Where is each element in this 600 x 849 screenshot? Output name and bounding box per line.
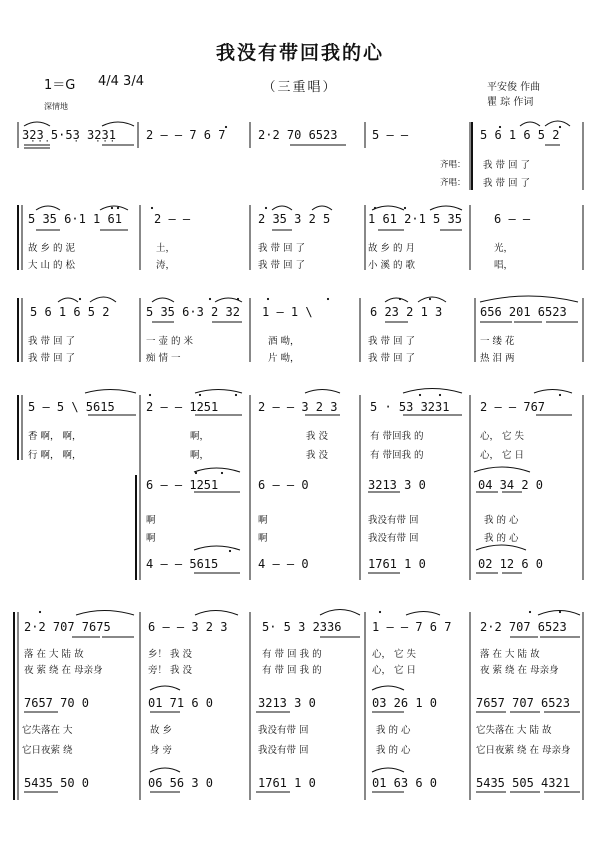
row5-middle-lyric-b-4: 我 的 心 [376,745,411,756]
row5-upper-lyric-b-3: 有 带 回 我 的 [262,665,322,676]
row3-bar-1: 5 6 1 6 5 2 [30,305,110,319]
row5-lower-bar-3: 1761 1 0 [258,776,316,790]
row4-upper-bar-2: 2 – – 1251 [146,400,219,414]
unison-label-1: 齐唱： [440,160,466,170]
row4-middle-bar-1: 6 – – 1251 [146,478,219,492]
row2-lyric-a-2: 土， [156,243,176,254]
row5-middle-lyric-a-5: 它失落在 大 陆 故 [476,725,552,736]
row4-lower-bar-3: 1761 1 0 [368,557,426,571]
row5-upper-lyric-a-3: 有 带 回 我 的 [262,649,322,660]
expression-mark: 深情地 [44,102,68,111]
row2-lyric-b-1: 大 山 的 松 [28,260,76,271]
row4-lower-bar-2: 4 – – 0 [258,557,309,571]
row4-upper-lyric-b-1: 行 啊， 啊， [28,450,82,461]
row3-lyric-b-5: 热 泪 两 [480,353,515,364]
row5-middle-lyric-b-5: 它日夜萦 绕 在 母亲身 [476,745,571,756]
row4-middle-lyric-a-1: 啊 [146,515,156,526]
row4-middle-lyric-b-2: 啊 [258,533,268,544]
row1-lyrics-verse2: 我 带 回 了 [483,178,531,189]
row5-upper-lyric-a-5: 落 在 大 陆 故 [480,649,540,660]
row4-upper-bar-4: 5 · 53 3231 [370,400,450,414]
row3-lyric-b-3: 片 呦， [268,353,300,364]
row4-lower-bar-1: 4 – – 5615 [146,557,219,571]
row5-upper-lyric-b-1: 夜 萦 绕 在 母亲身 [24,665,103,676]
row5-middle-lyric-a-1: 它失落在 大 [22,725,73,736]
row5-lower-bar-4: 01 63 6 0 [372,776,438,790]
row3-lyric-a-2: 一 壶 的 米 [146,336,194,347]
row2-lyric-a-5: 光， [494,243,514,254]
composer-credit: 平安俊 作曲 [487,82,541,93]
row5-middle-bar-2: 01 71 6 0 [148,696,214,710]
time-signatures: 4/4 3/4 [98,74,144,89]
row4-upper-bar-5: 2 – – 767 [480,400,546,414]
row4-upper-lyric-b-3: 我 没 [306,450,329,461]
row4-middle-lyric-a-2: 啊 [258,515,268,526]
row3-bar-5: 656 201 6523 [480,305,567,319]
key-signature: 1＝G [44,78,76,93]
row4-upper-bar-1: 5 – 5 \ 5615 [28,400,115,414]
row5-middle-lyric-a-4: 我 的 心 [376,725,411,736]
row2-bar-3: 2 35 3 2 5 [258,212,331,226]
row5-upper-lyric-a-4: 心， 它 失 [372,649,417,660]
row5-upper-lyric-b-4: 心， 它 日 [372,665,417,676]
row2-lyric-a-4: 故 乡 的 月 [368,243,416,254]
row4-upper-lyric-a-2: 啊， [190,431,210,442]
row2-bar-2: 2 — — [154,212,191,226]
row3-lyric-a-3: 酒 呦， [268,336,300,347]
row3-lyric-b-1: 我 带 回 了 [28,353,76,364]
row4-middle-bar-2: 6 – – 0 [258,478,309,492]
lyricist-credit: 瞿 琮 作词 [487,97,534,108]
row5-upper-lyric-b-5: 夜 萦 绕 在 母亲身 [480,665,559,676]
row4-upper-lyric-a-5: 心， 它 失 [480,431,525,442]
row3-bar-2: 5 35 6·3 2 32 [146,305,240,319]
row5-upper-lyric-a-1: 落 在 大 陆 故 [24,649,84,660]
row5-middle-lyric-b-1: 它日夜萦 绕 [22,745,73,756]
performance-form: （三重唱） [262,80,338,95]
row3-lyric-b-2: 痴 情 一 [146,353,181,364]
row1-bar-3: 2·2 70 6523 [258,128,338,142]
row5-middle-lyric-a-3: 我没有带 回 [258,725,309,736]
row5-upper-bar-5: 2·2 707 6523 [480,620,567,634]
row5-middle-bar-3: 3213 3 0 [258,696,316,710]
song-title: 我没有带回我的心 [215,42,384,64]
row2-bar-1: 5 35 6·1 1 61 [28,212,122,226]
row4-middle-lyric-a-3: 我没有带 回 [368,515,419,526]
row3-lyric-a-4: 我 带 回 了 [368,336,416,347]
row3-bar-3: 1 — 1 \ [262,305,313,319]
row5-upper-bar-1: 2·2 707 7675 [24,620,111,634]
row4-upper-lyric-a-3: 我 没 [306,431,329,442]
row4-lower-bar-4: 02 12 6 0 [478,557,544,571]
row5-upper-lyric-a-2: 乡！ 我 没 [148,649,193,660]
row2-lyric-b-4: 小 溪 的 歌 [368,260,416,271]
row1-lyrics-verse1: 我 带 回 了 [483,160,531,171]
row5-middle-bar-4: 03 26 1 0 [372,696,438,710]
row4-upper-lyric-b-4: 有 带回我 的 [370,450,424,461]
row3-bar-4: 6 23 2 1 3 [370,305,443,319]
row4-middle-lyric-b-1: 啊 [146,533,156,544]
row5-middle-lyric-b-3: 我没有带 回 [258,745,309,756]
row2-lyric-a-1: 故 乡 的 泥 [28,243,76,254]
unison-label-2: 齐唱： [440,178,466,188]
row2-lyric-b-3: 我 带 回 了 [258,260,306,271]
row5-upper-bar-3: 5· 5 3 2336 [262,620,342,634]
row4-middle-lyric-b-3: 我没有带 回 [368,533,419,544]
row2-lyric-b-5: 唱， [494,260,514,271]
row1-bar-5: 5 6 1 6 5 2 [480,128,560,142]
row4-middle-lyric-b-4: 我 的 心 [484,533,519,544]
row4-upper-lyric-b-5: 心， 它 日 [480,450,525,461]
row1-bar-1: 3̣2̣3̣ 5·5̣3 3̣2̣3̣1 [22,128,116,142]
row5-middle-lyric-b-2: 身 旁 [150,745,173,756]
row5-lower-bar-5: 5435 505 4321 [476,776,570,790]
row2-bar-4: 1 61 2·1 5 35 [368,212,462,226]
row5-lower-bar-2: 06 56 3 0 [148,776,214,790]
row4-middle-bar-4: 04 34 2 0 [478,478,544,492]
row3-lyric-a-1: 我 带 回 了 [28,336,76,347]
row5-middle-bar-1: 7657 70 0 [24,696,90,710]
row4-upper-lyric-a-1: 香 啊， 啊， [28,431,82,442]
row4-middle-bar-3: 3213 3 0 [368,478,426,492]
row5-middle-bar-5: 7657 707 6523 [476,696,570,710]
row4-upper-lyric-b-2: 啊， [190,450,210,461]
row5-upper-lyric-b-2: 旁！ 我 没 [148,665,193,676]
row5-upper-bar-4: 1 – – 7 6 7 [372,620,452,634]
row5-middle-lyric-a-2: 故 乡 [150,725,173,736]
row4-middle-lyric-a-4: 我 的 心 [484,515,519,526]
row3-lyric-b-4: 我 带 回 了 [368,353,416,364]
row5-upper-bar-2: 6 – – 3 2 3 [148,620,228,634]
row4-upper-lyric-a-4: 有 带回我 的 [370,431,424,442]
row2-lyric-b-2: 涛， [156,260,176,271]
row2-lyric-a-3: 我 带 回 了 [258,243,306,254]
row4-upper-bar-3: 2 – – 3 2 3 [258,400,338,414]
row2-bar-5: 6 — — [494,212,531,226]
row3-lyric-a-5: 一 缕 花 [480,336,515,347]
row5-lower-bar-1: 5435 50 0 [24,776,90,790]
row1-bar-2: 2 – – 7 6 7 [146,128,226,142]
row1-bar-4: 5 – – [372,128,409,142]
